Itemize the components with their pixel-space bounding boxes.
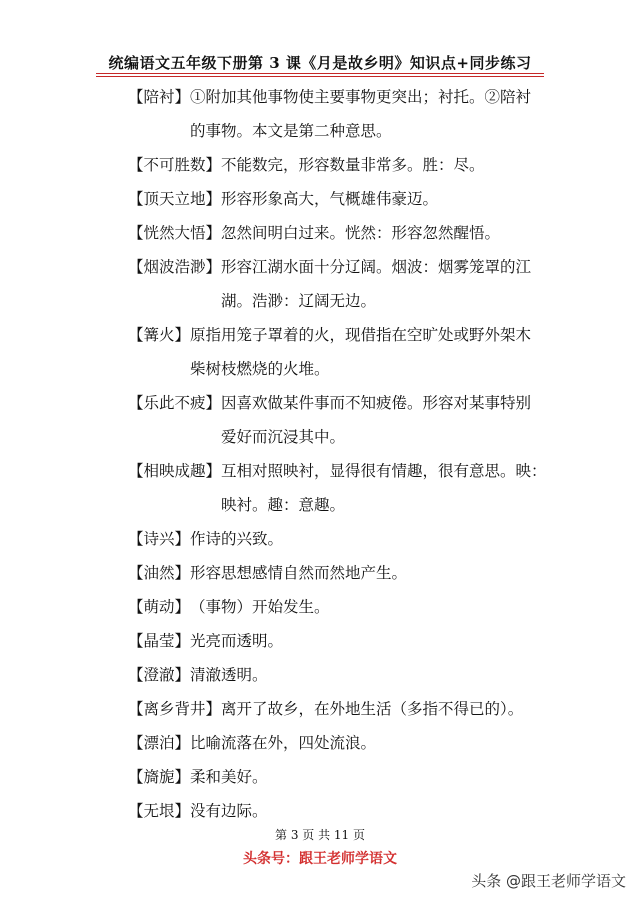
- vocab-term: 【萌动】: [128, 598, 191, 616]
- vocab-entry: [128, 182, 548, 216]
- vocab-entry: [128, 760, 548, 794]
- watermark: 头条 @跟王老师学语文: [471, 872, 626, 890]
- vocab-term: 【油然】: [128, 564, 191, 582]
- vocab-entry: [128, 692, 548, 726]
- vocab-entry: [128, 318, 548, 386]
- vocab-entry: [128, 250, 548, 318]
- vocab-definition: 没有边际。: [190, 802, 268, 820]
- vocab-entry: [128, 794, 548, 828]
- vocab-definition: ①附加其他事物使主要事物更突出；衬托。②陪衬: [190, 88, 532, 106]
- vocab-entry: [128, 216, 548, 250]
- vocab-entry: [128, 386, 548, 454]
- vocab-entry: [128, 80, 548, 148]
- vocab-entry: [128, 522, 548, 556]
- vocab-definition: 原指用笼子罩着的火，现借指在空旷处或野外架木: [190, 326, 532, 344]
- vocab-term: 【陪衬】: [128, 88, 191, 106]
- vocab-term: 【旖旎】: [128, 768, 191, 786]
- vocab-term: 【乐此不疲】: [128, 394, 222, 412]
- vocab-definition: 清澈透明。: [190, 666, 268, 684]
- vocab-definition: 形容形象高大，气概雄伟豪迈。: [221, 190, 439, 208]
- vocab-term: 【烟波浩渺】: [128, 258, 222, 276]
- vocab-entry: [128, 726, 548, 760]
- vocab-term: 【离乡背井】: [128, 700, 222, 718]
- source-credit: 头条号：跟王老师学语文: [243, 851, 397, 867]
- vocab-definition: 不能数完，形容数量非常多。胜：尽。: [221, 156, 485, 174]
- vocab-definition-continued: 爱好而沉浸其中。: [221, 428, 346, 446]
- vocabulary-list: [128, 80, 548, 828]
- vocab-term: 【顶天立地】: [128, 190, 222, 208]
- header-divider: [96, 76, 544, 77]
- vocab-entry: [128, 148, 548, 182]
- vocab-definition: 形容江湖水面十分辽阔。烟波：烟雾笼罩的江: [221, 258, 532, 276]
- vocab-term: 【漂泊】: [128, 734, 191, 752]
- vocab-definition: 忽然间明白过来。恍然：形容忽然醒悟。: [221, 224, 501, 242]
- vocab-term: 【恍然大悟】: [128, 224, 222, 242]
- vocab-definition: 柔和美好。: [190, 768, 268, 786]
- vocab-definition-continued: 湖。浩渺：辽阔无边。: [221, 292, 377, 310]
- vocab-entry: [128, 658, 548, 692]
- vocab-definition: 比喻流落在外，四处流浪。: [190, 734, 377, 752]
- vocab-entry: [128, 556, 548, 590]
- vocab-definition-continued: 柴树枝燃烧的火堆。: [190, 360, 330, 378]
- vocab-definition-continued: 的事物。本文是第二种意思。: [190, 122, 392, 140]
- vocab-definition: 离开了故乡，在外地生活（多指不得已的）。: [221, 700, 524, 718]
- vocab-definition: 形容思想感情自然而然地产生。: [190, 564, 408, 582]
- vocab-entry: [128, 590, 548, 624]
- header-divider: [96, 73, 544, 74]
- vocab-term: 【晶莹】: [128, 632, 191, 650]
- page-number: 第 3 页 共 11 页: [275, 828, 365, 842]
- vocab-term: 【相映成趣】: [128, 462, 222, 480]
- vocab-entry: [128, 454, 548, 522]
- vocab-term: 【无垠】: [128, 802, 191, 820]
- vocab-definition: 因喜欢做某件事而不知疲倦。形容对某事特别: [221, 394, 532, 412]
- vocab-definition: （事物）开始发生。: [190, 598, 330, 616]
- vocab-definition: 互相对照映衬，显得很有情趣，很有意思。映：: [221, 462, 547, 480]
- vocab-term: 【篝火】: [128, 326, 191, 344]
- vocab-term: 【不可胜数】: [128, 156, 222, 174]
- vocab-entry: [128, 624, 548, 658]
- vocab-term: 【澄澈】: [128, 666, 191, 684]
- vocab-definition-continued: 映衬。趣：意趣。: [221, 496, 346, 514]
- vocab-term: 【诗兴】: [128, 530, 191, 548]
- vocab-definition: 作诗的兴致。: [190, 530, 284, 548]
- page-title: 统编语文五年级下册第 3 课《月是故乡明》知识点+同步练习: [108, 54, 532, 72]
- vocab-definition: 光亮而透明。: [190, 632, 284, 650]
